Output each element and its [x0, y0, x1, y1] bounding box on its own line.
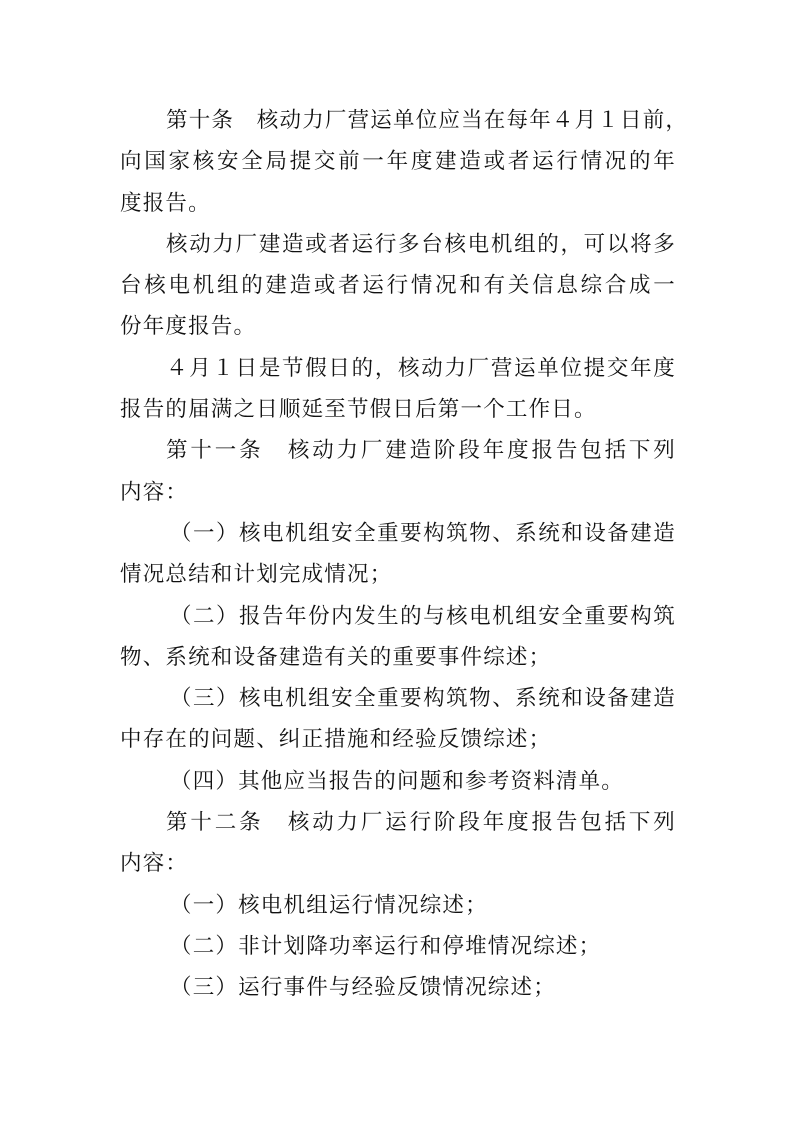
article-11-item-3-line-1: （三）核电机组安全重要构筑物、系统和设备建造: [170, 686, 676, 712]
article-11-item-1-line-2: 情况总结和计划完成情况；: [120, 562, 393, 588]
article-10-line-2: 向国家核安全局提交前一年度建造或者运行情况的年: [120, 149, 676, 175]
article-11-item-2-line-1: （二）报告年份内发生的与核电机组安全重要构筑: [170, 603, 676, 629]
article-12-line-2: 内容：: [120, 851, 189, 877]
article-12-item-1: （一）核电机组运行情况综述；: [170, 892, 488, 918]
article-10-para2-line-2: 台核电机组的建造或者运行情况和有关信息综合成一: [120, 273, 676, 299]
article-11-item-2-line-2: 物、系统和设备建造有关的重要事件综述；: [120, 644, 552, 670]
article-11-line-2: 内容：: [120, 479, 189, 505]
article-10-line-1: 第十条 核动力厂营运单位应当在每年４月１日前，: [166, 108, 689, 133]
article-12-item-3: （三）运行事件与经验反馈情况综述；: [170, 975, 556, 1001]
article-11-item-4: （四）其他应当报告的问题和参考资料清单。: [170, 768, 625, 794]
article-10-para3-line-2: 报告的届满之日顺延至节假日后第一个工作日。: [120, 397, 597, 423]
article-11-item-1-line-1: （一）核电机组安全重要构筑物、系统和设备建造: [170, 520, 676, 546]
article-11-line-1: 第十一条 核动力厂建造阶段年度报告包括下列: [166, 438, 676, 464]
document-page: [120, 100, 689, 1009]
article-12-item-2: （二）非计划降功率运行和停堆情况综述；: [170, 933, 602, 959]
article-10-line-3: 度报告。: [120, 190, 211, 216]
article-10-para2-line-3: 份年度报告。: [120, 314, 257, 340]
article-10-para2-line-1: 核动力厂建造或者运行多台核电机组的，可以将多: [166, 231, 676, 257]
article-10-para3-line-1: ４月１日是节假日的，核动力厂营运单位提交年度: [166, 355, 676, 381]
article-11-item-3-line-2: 中存在的问题、纠正措施和经验反馈综述；: [120, 727, 552, 753]
article-12-line-1: 第十二条 核动力厂运行阶段年度报告包括下列: [166, 810, 676, 836]
